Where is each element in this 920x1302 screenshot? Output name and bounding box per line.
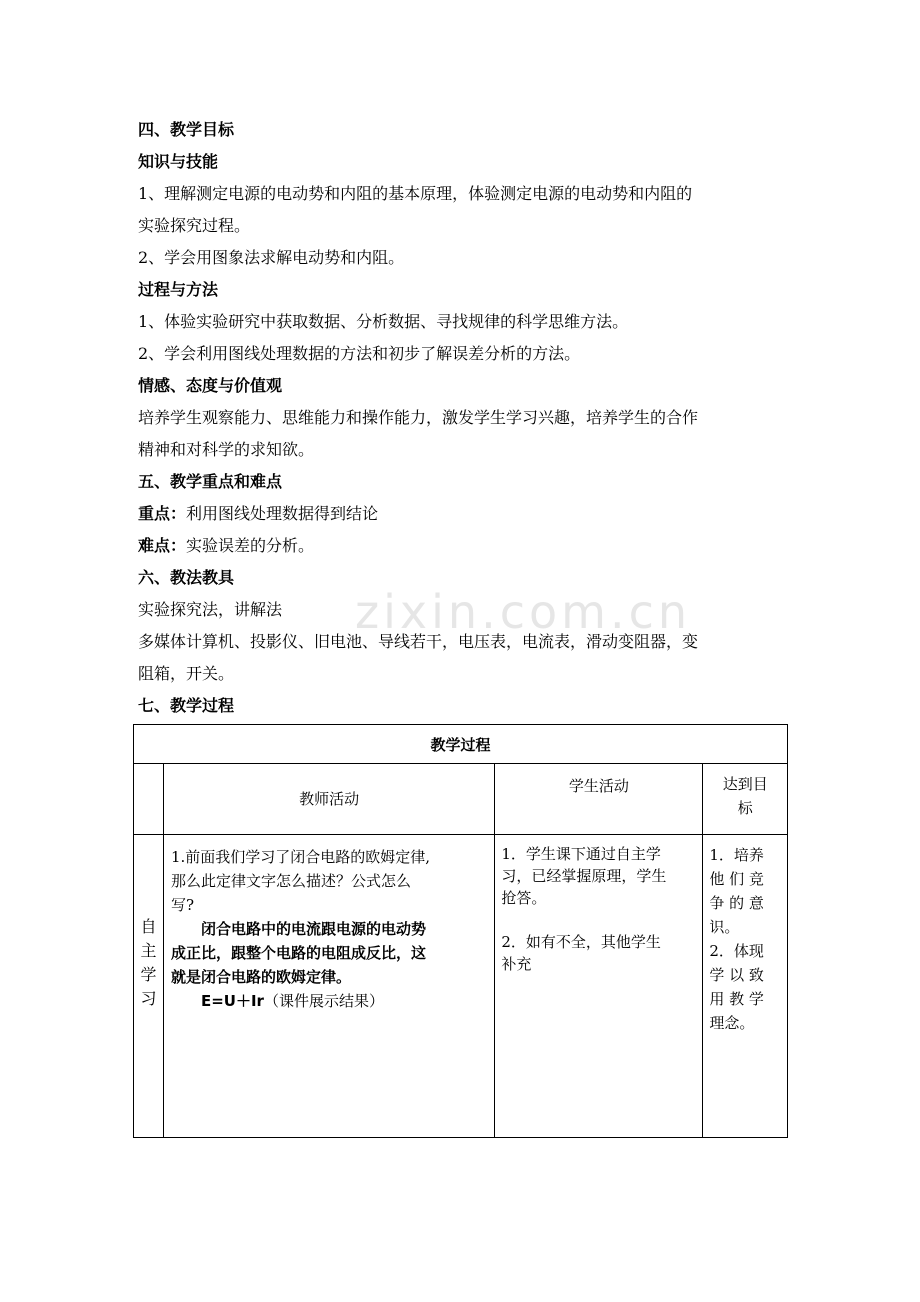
header-empty-cell: [134, 764, 164, 835]
law-statement-line: 闭合电路中的电流跟电源的电动势: [200, 920, 426, 938]
goal-cell: [703, 835, 788, 1138]
formula-line: [171, 989, 487, 1013]
student-text-line: 2．如有不全，其他学生: [501, 933, 661, 951]
difficult-point-text: 实验误差的分析。: [186, 536, 315, 555]
section7-heading: 七、教学过程: [138, 696, 235, 715]
goal-text-line: 用 教 学: [709, 990, 764, 1008]
teaching-method: 实验探究法，讲解法: [138, 600, 283, 619]
teacher-text-line: 那么此定律文字怎么描述？公式怎么: [170, 872, 411, 890]
goal-text-line: 理念。: [709, 1014, 755, 1032]
difficult-point: [138, 530, 788, 562]
formula: E=U＋Ir: [200, 992, 264, 1010]
teacher-activity-cell: [163, 835, 494, 1138]
difficult-point-label: 难点：: [138, 536, 187, 555]
subheading-process: 过程与方法: [138, 280, 219, 299]
goal-text-line: 学 以 致: [709, 966, 764, 984]
knowledge-item-1-line1: 1、理解测定电源的电动势和内阻的基本原理，体验测定电源的电动势和内阻的: [138, 184, 693, 203]
section4-heading: 四、教学目标: [138, 120, 235, 139]
student-text-line: 抢答。: [501, 889, 547, 907]
stage-char: 学: [140, 965, 157, 984]
watermark: zixin.com.cn: [355, 585, 692, 639]
goal-text-line: 争 的 意: [709, 894, 764, 912]
student-text-line: 习，已经掌握原理，学生: [501, 867, 667, 885]
teacher-text-line: 写?: [170, 896, 195, 914]
formula-note: （课件展示结果）: [263, 992, 384, 1010]
emotion-text-line2: 精神和对科学的求知欲。: [138, 440, 315, 459]
goal-text-line: 识。: [709, 918, 740, 936]
goal-text-line: 他 们 竞: [709, 870, 764, 888]
teaching-tools-line2: 阻箱，开关。: [138, 664, 235, 683]
subheading-emotion: 情感、态度与价值观: [138, 376, 283, 395]
section5-heading: 五、教学重点和难点: [138, 472, 283, 491]
teaching-process-table: [133, 724, 788, 1138]
knowledge-item-1-line2: 实验探究过程。: [138, 216, 251, 235]
subheading-knowledge: 知识与技能: [138, 152, 219, 171]
teaching-tools-line1: 多媒体计算机、投影仪、旧电池、导线若干，电压表，电流表，滑动变阻器，变: [138, 632, 699, 651]
student-activity-cell: [495, 835, 703, 1138]
stage-char: 习: [140, 989, 157, 1008]
key-point-text: 利用图线处理数据得到结论: [186, 504, 379, 523]
stage-char: 主: [140, 941, 157, 960]
header-student: 学生活动: [495, 764, 703, 835]
header-goal-line1: 达到目: [722, 775, 768, 793]
key-point-label: 重点：: [138, 504, 187, 523]
table-caption: 教学过程: [134, 725, 788, 764]
header-goal: [703, 764, 788, 835]
key-point: [138, 498, 788, 530]
document-body: [138, 114, 788, 722]
stage-cell: [134, 835, 164, 1138]
student-text-line: 1．学生课下通过自主学: [501, 845, 661, 863]
goal-text-line: 1．培养: [709, 846, 764, 864]
teacher-text-line: 1.前面我们学习了闭合电路的欧姆定律,: [170, 848, 431, 866]
spacer: [501, 909, 696, 931]
section6-heading: 六、教法教具: [138, 568, 235, 587]
emotion-text-line1: 培养学生观察能力、思维能力和操作能力，激发学生学习兴趣，培养学生的合作: [138, 408, 699, 427]
process-item-2: 2、学会利用图线处理数据的方法和初步了解误差分析的方法。: [138, 344, 581, 363]
header-goal-line2: 标: [737, 799, 753, 817]
process-item-1: 1、体验实验研究中获取数据、分析数据、寻找规律的科学思维方法。: [138, 312, 629, 331]
stage-char: 自: [140, 917, 157, 936]
student-text-line: 补充: [501, 955, 532, 973]
law-statement-line: 就是闭合电路的欧姆定律。: [170, 968, 351, 986]
goal-text-line: 2．体现: [709, 942, 764, 960]
law-statement-line: 成正比，跟整个电路的电阻成反比，这: [170, 944, 426, 962]
header-teacher: 教师活动: [163, 764, 494, 835]
knowledge-item-2: 2、学会用图象法求解电动势和内阻。: [138, 248, 405, 267]
